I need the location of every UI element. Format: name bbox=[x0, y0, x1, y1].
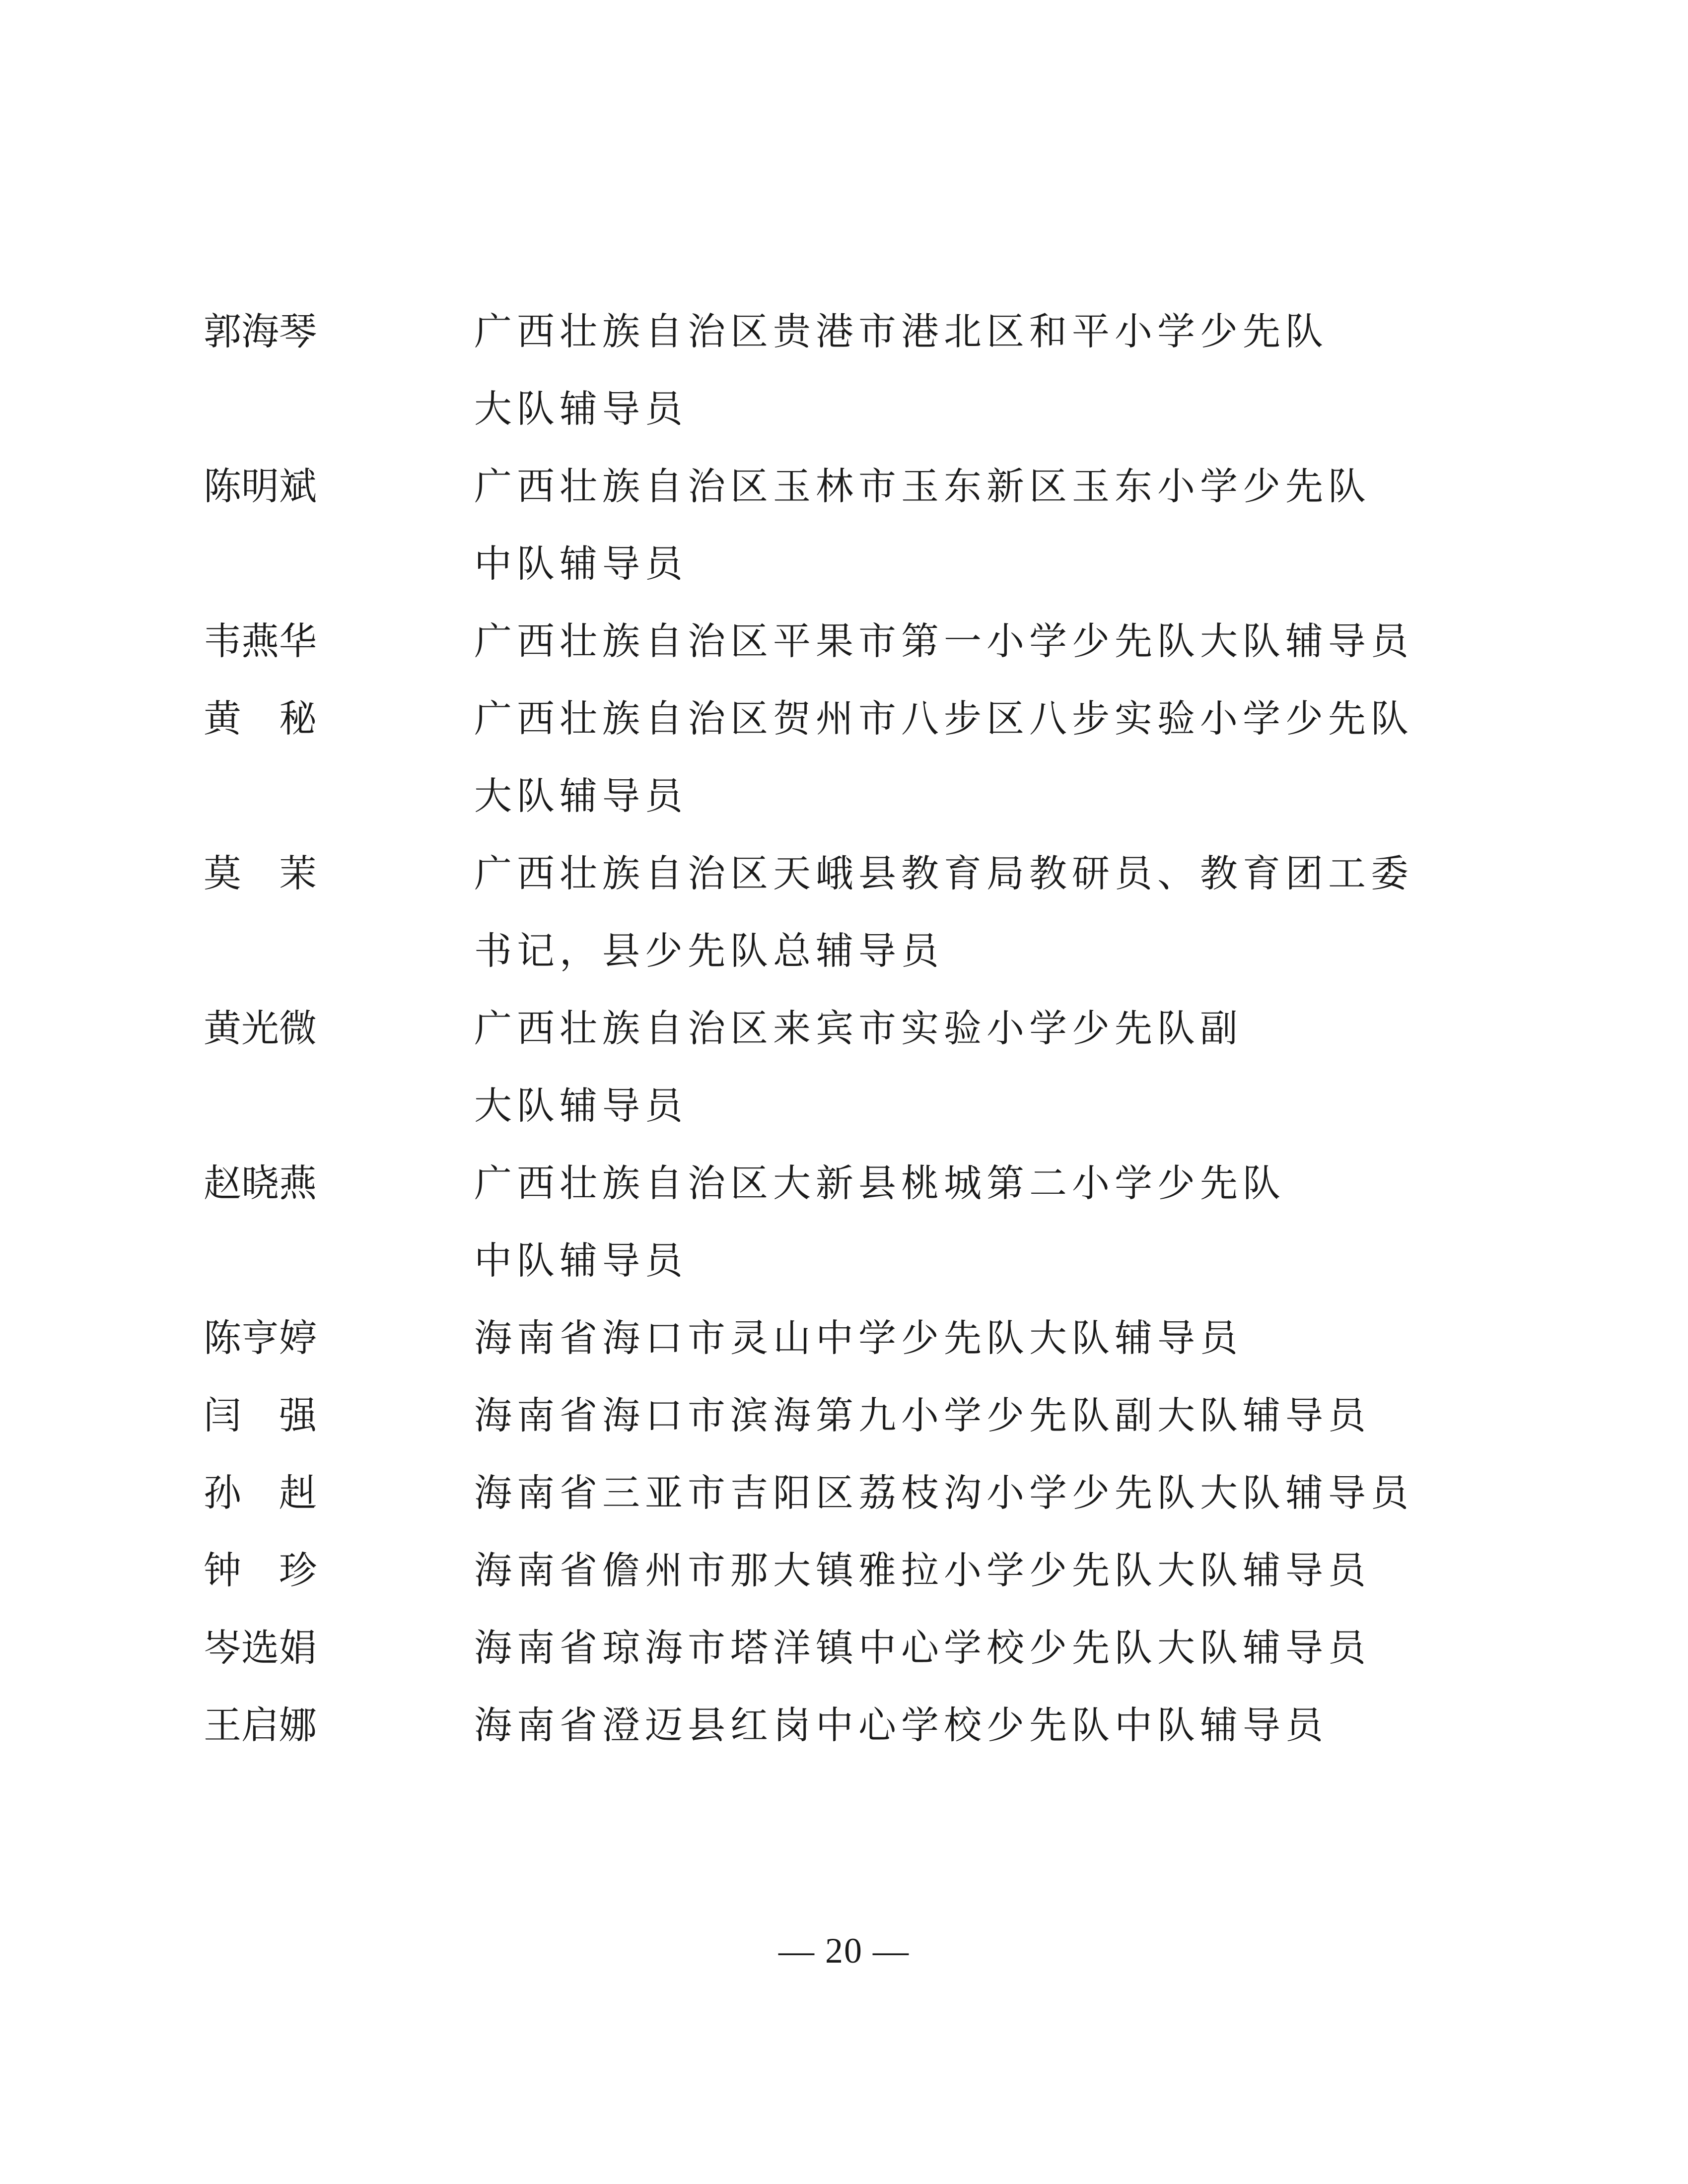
position-line: 广西壮族自治区来宾市实验小学少先队副 bbox=[474, 1006, 1243, 1050]
person-name: 黄 秘 bbox=[204, 696, 317, 741]
person-name: 岑选娟 bbox=[204, 1626, 317, 1670]
position-line: 海南省澄迈县红岗中心学校少先队中队辅导员 bbox=[474, 1703, 1328, 1747]
person-name: 闫 强 bbox=[204, 1393, 317, 1437]
list-item bbox=[204, 680, 1494, 835]
position-line: 海南省儋州市那大镇雅拉小学少先队大队辅导员 bbox=[474, 1548, 1371, 1592]
person-position bbox=[474, 1299, 1494, 1377]
page-number: — 20 — bbox=[778, 1931, 910, 1971]
entry-list bbox=[204, 293, 1494, 1764]
person-name: 陈明斌 bbox=[204, 464, 317, 508]
person-position bbox=[474, 1687, 1494, 1764]
position-line: 广西壮族自治区大新县桃城第二小学少先队 bbox=[474, 1161, 1285, 1205]
list-item bbox=[204, 1299, 1494, 1377]
person-position bbox=[474, 680, 1494, 835]
person-position bbox=[474, 1145, 1494, 1299]
person-name: 莫 茉 bbox=[204, 851, 317, 895]
person-position bbox=[474, 1454, 1494, 1532]
person-name: 赵晓燕 bbox=[204, 1161, 317, 1205]
list-item bbox=[204, 1377, 1494, 1454]
position-line: 广西壮族自治区贺州市八步区八步实验小学少先队 bbox=[474, 696, 1413, 741]
position-line: 海南省三亚市吉阳区荔枝沟小学少先队大队辅导员 bbox=[474, 1471, 1413, 1515]
position-line: 海南省海口市灵山中学少先队大队辅导员 bbox=[474, 1316, 1243, 1360]
list-item bbox=[204, 1687, 1494, 1764]
person-name: 陈亨婷 bbox=[204, 1316, 317, 1360]
position-line: 书记，县少先队总辅导员 bbox=[474, 929, 944, 973]
position-line: 中队辅导员 bbox=[474, 1238, 688, 1283]
person-name: 孙 赳 bbox=[204, 1471, 317, 1515]
person-position bbox=[474, 603, 1494, 680]
person-name: 钟 珍 bbox=[204, 1548, 317, 1592]
person-name: 王启娜 bbox=[204, 1703, 317, 1747]
list-item bbox=[204, 835, 1494, 990]
person-position bbox=[474, 1377, 1494, 1454]
list-item bbox=[204, 1454, 1494, 1532]
person-position bbox=[474, 1532, 1494, 1609]
position-line: 大队辅导员 bbox=[474, 387, 688, 431]
position-line: 中队辅导员 bbox=[474, 542, 688, 586]
person-position bbox=[474, 990, 1494, 1145]
list-item bbox=[204, 293, 1494, 448]
list-item bbox=[204, 990, 1494, 1145]
person-position bbox=[474, 1609, 1494, 1687]
list-item bbox=[204, 1532, 1494, 1609]
position-line: 大队辅导员 bbox=[474, 774, 688, 818]
person-name: 郭海琴 bbox=[204, 309, 317, 353]
list-item bbox=[204, 603, 1494, 680]
person-name: 黄光微 bbox=[204, 1006, 317, 1050]
person-position bbox=[474, 448, 1494, 603]
person-position bbox=[474, 293, 1494, 448]
position-line: 海南省海口市滨海第九小学少先队副大队辅导员 bbox=[474, 1393, 1371, 1437]
list-item bbox=[204, 448, 1494, 603]
position-line: 大队辅导员 bbox=[474, 1084, 688, 1128]
person-position bbox=[474, 835, 1494, 990]
position-line: 广西壮族自治区天峨县教育局教研员、教育团工委 bbox=[474, 851, 1413, 895]
list-item bbox=[204, 1609, 1494, 1687]
position-line: 广西壮族自治区平果市第一小学少先队大队辅导员 bbox=[474, 619, 1413, 663]
person-name: 韦燕华 bbox=[204, 619, 317, 663]
position-line: 海南省琼海市塔洋镇中心学校少先队大队辅导员 bbox=[474, 1626, 1371, 1670]
position-line: 广西壮族自治区贵港市港北区和平小学少先队 bbox=[474, 309, 1328, 353]
position-line: 广西壮族自治区玉林市玉东新区玉东小学少先队 bbox=[474, 464, 1371, 508]
list-item bbox=[204, 1145, 1494, 1299]
